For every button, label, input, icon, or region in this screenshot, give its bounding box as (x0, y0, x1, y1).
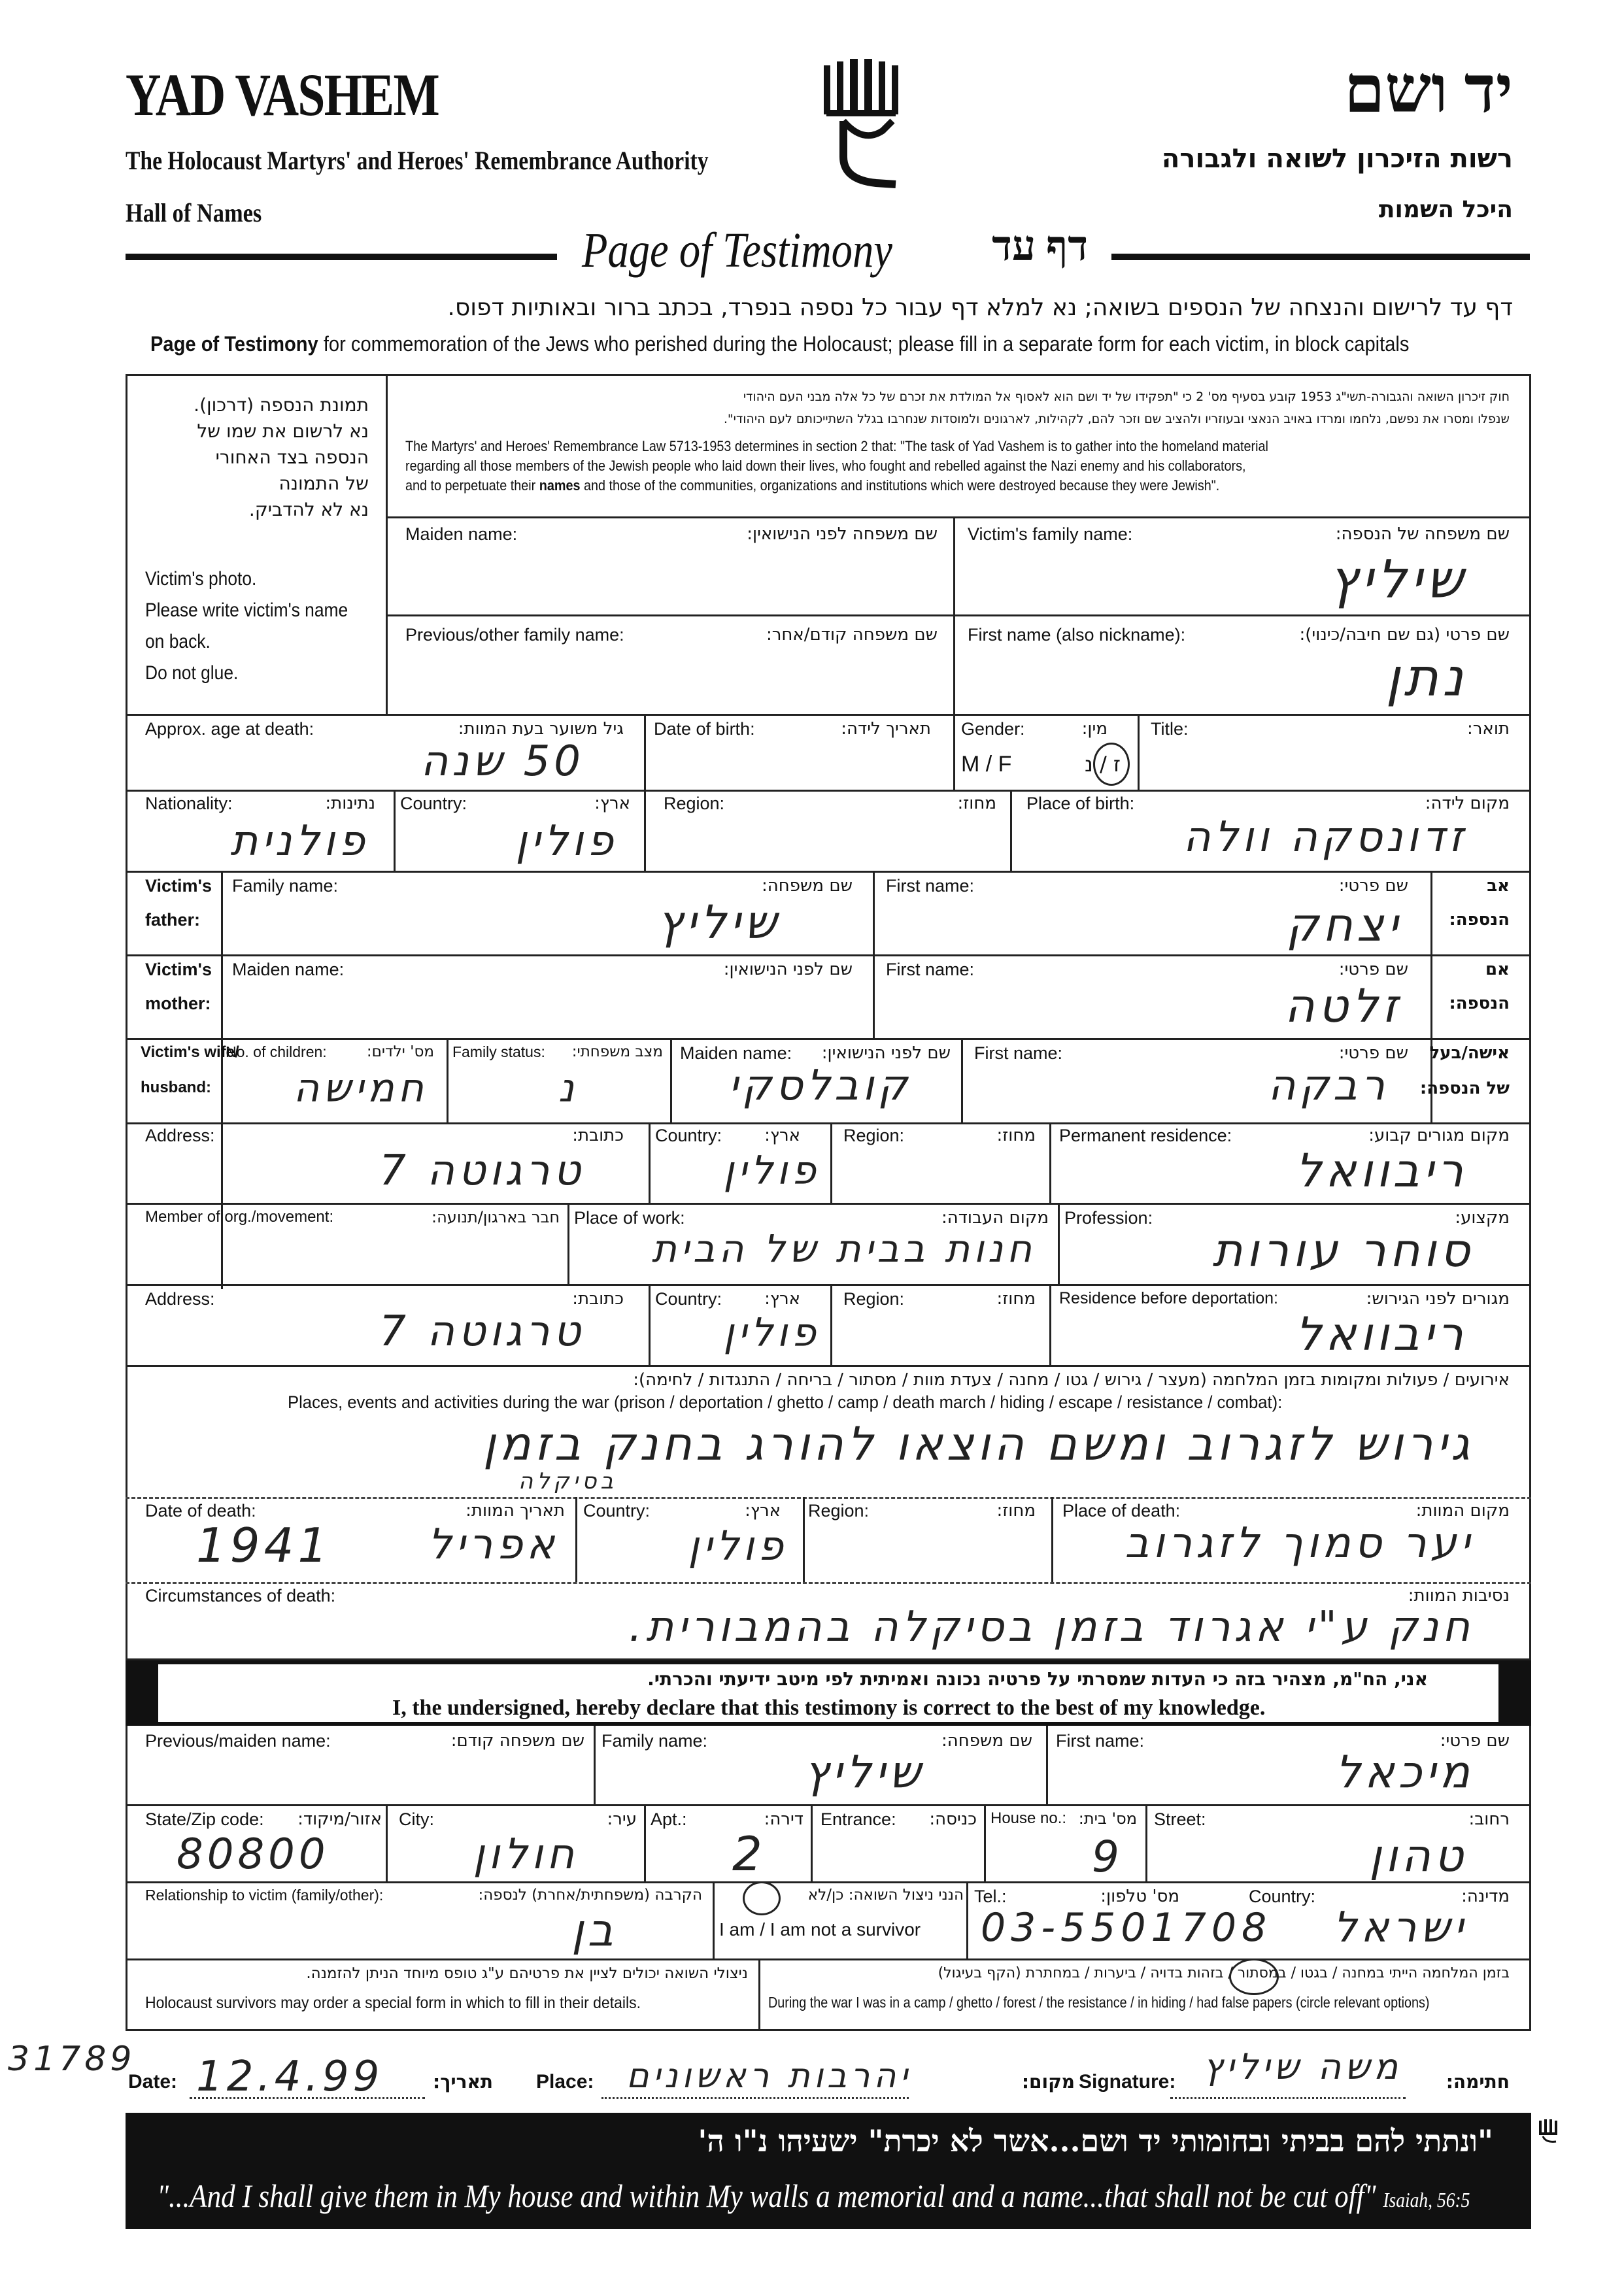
rule-dob-gender (953, 714, 955, 790)
rule-age-bottom (126, 790, 1531, 792)
sub-first-label-en: First name: (1056, 1731, 1145, 1751)
photo-box-he (194, 392, 369, 523)
house-label-en: House no.: (990, 1809, 1067, 1827)
circumstances-field[interactable]: חנק ע"י אגרוד בזמן בסיקלה בהמבורית. (628, 1603, 1474, 1651)
member-label-he: חבר בארגון/תנועה: (431, 1208, 560, 1226)
rule-member-bottom (126, 1284, 1531, 1286)
photo-box-divider (386, 374, 388, 714)
sub-country-label-en: Country: (1249, 1887, 1316, 1906)
residence-before-deportation-label-en: Residence before deportation: (1059, 1289, 1278, 1307)
rule-sub-row2 (126, 1881, 1531, 1883)
maiden-name-label-en: Maiden name: (405, 524, 518, 544)
authority-en: The Holocaust Martyrs' and Heroes' Remembrance Authority (126, 146, 709, 175)
death-country-label-he: ארץ: (745, 1501, 781, 1521)
relationship-label-en: Relationship to victim (family/other): (145, 1887, 384, 1904)
family-status-label-he: מצב משפחתי: (571, 1043, 663, 1060)
place-field[interactable]: יהרבות ראשונים (626, 2057, 911, 2096)
rule-country-region (644, 790, 646, 871)
spouse-first-name-field[interactable]: רבקה (1268, 1062, 1389, 1110)
work-label-he: מקום העבודה: (941, 1208, 1049, 1228)
city-label-he: עיר: (607, 1809, 637, 1829)
country-label-he: ארץ: (594, 794, 630, 813)
dep-country-label-en: Country: (655, 1289, 722, 1309)
signature-dotted-line (1170, 2097, 1406, 2099)
spouse-label-en-1: Victim's wife/ (141, 1043, 239, 1061)
zip-field[interactable]: 80800 (177, 1830, 330, 1879)
dob-label-en: Date of birth: (654, 719, 755, 739)
address-country-field[interactable]: פולין (723, 1148, 820, 1194)
address-label-he: כתובת: (572, 1126, 624, 1145)
form-number: 31789 (8, 2040, 136, 2079)
declaration-he: אני, הח"מ, מצהיר בזה כי העדות שמסרתי על פרטיה נכונה ואמיתית לפי מיטב ידיעתי והכרתי. (647, 1668, 1428, 1690)
death-region-label-he: מחוז: (996, 1501, 1036, 1521)
signature-field[interactable]: משה שיליץ (1203, 2046, 1402, 2087)
death-region-label-en: Region: (808, 1501, 870, 1521)
prev-name-label-en: Previous/other family name: (405, 625, 624, 645)
photo-en-3: on back. (145, 631, 211, 652)
rule-sub-prev-family (594, 1726, 596, 1804)
law-en-3c: and those of the communities, organizations and institutions which were destroyed because they were Jewish". (580, 477, 1220, 494)
rule-dod-place (1051, 1497, 1053, 1582)
date-field[interactable]: 12.4.99 (196, 2053, 384, 2101)
pod-label-en: Place of death: (1062, 1501, 1181, 1521)
photo-en-1: Victim's photo. (145, 568, 257, 590)
street-field[interactable]: טהון (1369, 1830, 1467, 1882)
dep-address-label-en: Address: (145, 1289, 215, 1309)
spouse-label-he-2: של הנספה: (1419, 1079, 1510, 1098)
rule-children-status (447, 1038, 448, 1122)
footer-verse-he: "ונתתי להם בביתי ובחומותי יד ושם...אשר לא יכרת" ישעיהו נ"ו ה' (698, 2123, 1493, 2159)
intro-he: דף עד לרישום והנצחה של הנספים בשואה; נא למלא דף עבור כל נספה בנפרד, בכתב ברור ובאותיות דפוס. (447, 294, 1513, 321)
photo-en-4: Do not glue. (145, 662, 239, 684)
rule-addr-bottom (126, 1203, 1531, 1205)
form-title-en: Page of Testimony (582, 223, 892, 278)
sub-family-label-en: Family name: (601, 1731, 708, 1751)
circumstances-label-he: נסיבות המוות: (1408, 1586, 1510, 1605)
rule-addr2-region (830, 1284, 832, 1365)
spouse-maiden-label-he: שם לפני הנישואין: (821, 1043, 951, 1063)
member-label-en: Member of org./movement: (145, 1208, 334, 1226)
pod-label-he: מקום המוות: (1415, 1501, 1510, 1521)
first-name-label-he: שם פרטי (גם שם חיבה/כינוי): (1299, 625, 1510, 645)
children-count-field[interactable]: חמישה (293, 1066, 428, 1111)
dod-label-he: תאריך המוות: (465, 1501, 565, 1521)
death-country-field[interactable]: פולין (688, 1522, 787, 1570)
sub-country-label-he: מדינה: (1461, 1887, 1510, 1906)
victim-family-name-label-he: שם משפחה של הנספה: (1335, 524, 1510, 544)
place-of-death-field[interactable]: יער סמוך לזגרוב (1125, 1519, 1474, 1568)
rule-nat-country (394, 790, 396, 871)
rule-addr2-country (649, 1284, 651, 1365)
family-status-label-en: Family status: (452, 1043, 545, 1060)
work-label-en: Place of work: (574, 1208, 685, 1228)
rule-member-work (567, 1203, 569, 1284)
hall-of-names-en: Hall of Names (126, 198, 262, 227)
gender-label-en: Gender: (961, 719, 1025, 739)
title-rule-right (1111, 254, 1530, 260)
city-label-en: City: (399, 1809, 434, 1829)
form-title-he: דף עד (992, 223, 1088, 269)
permanent-residence-label-en: Permanent residence: (1059, 1126, 1232, 1145)
entrance-label-en: Entrance: (820, 1809, 896, 1829)
rule-sub-row1 (126, 1804, 1531, 1806)
photo-he-5: נא לא להדביק. (248, 499, 369, 520)
rule-sub-rel-surv (713, 1881, 715, 1958)
spouse-first-label-en: First name: (974, 1043, 1063, 1063)
rule-nat-bottom (126, 871, 1531, 873)
spouse-maiden-label-en: Maiden name: (680, 1043, 792, 1063)
dep-country-label-he: ארץ: (764, 1289, 800, 1309)
rule-sub-forms (758, 1958, 760, 2029)
circumstances-label-en: Circumstances of death: (145, 1586, 336, 1605)
pob-label-en: Place of birth: (1026, 794, 1135, 813)
father-first-name-field[interactable]: יצחק (1286, 898, 1402, 952)
address-region-label-he: מחוז: (996, 1126, 1036, 1145)
rule-events-bottom (126, 1497, 1531, 1499)
dod-month-field[interactable]: אפריל (428, 1521, 558, 1569)
gender-circle[interactable] (1093, 743, 1130, 786)
rule-law (386, 516, 1531, 518)
father-label-en-2: father: (145, 910, 201, 930)
law-en-1: The Martyrs' and Heroes' Remembrance Law 5713-1953 determines in section 2 that: "The task of Yad Vashem is to gather into the homeland material (405, 438, 1268, 454)
small-logo-icon (1536, 2118, 1563, 2144)
events-note-field[interactable]: בסיקלה (518, 1468, 617, 1494)
dod-label-en: Date of death: (145, 1501, 256, 1521)
dep-country-field[interactable]: פולין (723, 1310, 820, 1356)
mother-first-label-he: שם פרטי: (1338, 960, 1408, 979)
sub-family-label-he: שם משפחה: (941, 1731, 1032, 1751)
intro-en-bold: Page of Testimony (150, 332, 318, 356)
mother-label-he-1: אם (1485, 960, 1510, 979)
declaration-cap-left (126, 1660, 158, 1726)
age-label-en: Approx. age at death: (145, 719, 314, 739)
footer-verse-en-text: "...And I shall give them in My house and within My walls a memorial and a name...that shall not be cut off" (157, 2177, 1376, 2214)
father-family-label-en: Family name: (232, 876, 339, 896)
father-label-he-1: אב (1487, 876, 1510, 896)
law-en-2: regarding all those members of the Jewish people who laid down their lives, who fought and rebelled against the Nazi enemy and his collaborators, (405, 458, 1246, 474)
father-family-name-field[interactable]: שיליץ (657, 896, 781, 949)
rule-sub-entr-house (984, 1804, 986, 1881)
region-label-he: מחוז: (957, 794, 996, 813)
age-label-he: גיל משוער בעת המוות: (458, 719, 624, 739)
photo-he-3: הנספה בצד האחורי (215, 446, 369, 468)
photo-he-2: נא לרשום את שמו של (197, 420, 369, 442)
spouse-first-label-he: שם פרטי: (1338, 1043, 1408, 1063)
apt-label-en: Apt.: (651, 1809, 687, 1829)
events-label-en: Places, events and activities during the war (prison / deportation / ghetto / camp / death march / hiding / escape / resistance / combat): (288, 1392, 1283, 1412)
father-first-label-en: First name: (886, 876, 975, 896)
region-label-en: Region: (664, 794, 725, 813)
city-field[interactable]: חולון (473, 1830, 578, 1879)
rule-dod-region (803, 1497, 805, 1582)
photo-he-4: של התמונה (279, 473, 369, 494)
sub-prev-label-he: שם משפחה קודם: (450, 1731, 584, 1751)
law-en-3 (405, 476, 1268, 496)
survivor-circle[interactable] (743, 1881, 781, 1915)
dep-region-label-en: Region: (843, 1289, 905, 1309)
law-en (405, 437, 1268, 496)
permanent-residence-label-he: מקום מגורים קבוע: (1368, 1126, 1510, 1145)
title-label-en: Title: (1151, 719, 1189, 739)
rule-dod-bottom (126, 1582, 1531, 1584)
submitter-country-field[interactable]: ישראל (1333, 1904, 1467, 1952)
authority-he: רשות הזיכרון לשואה ולגבורה (1161, 144, 1513, 174)
victim-first-name-field[interactable]: נתן (1385, 647, 1467, 708)
address-country-label-en: Country: (655, 1126, 722, 1145)
rule-sub-apt-entr (811, 1804, 813, 1881)
death-country-label-en: Country: (583, 1501, 651, 1521)
spouse-label-he-1: אישה/בעל (1429, 1043, 1510, 1063)
rule-dod-country (575, 1497, 577, 1582)
spouse-label-en-2: husband: (141, 1079, 211, 1096)
gender-options-he: ז / נ (1084, 752, 1121, 777)
victim-family-name-label-en: Victim's family name: (968, 524, 1133, 544)
rule-addr2-bottom (126, 1365, 1531, 1367)
survivor-label-he: הנני ניצול השואה: כן/לא (807, 1887, 964, 1904)
hall-of-names-he: היכל השמות (1378, 196, 1513, 223)
intro-en-rest: for commemoration of the Jews who perished during the Holocaust; please fill in a separate form for each victim, in block capitals (318, 332, 1410, 356)
rule-country-region2 (830, 1122, 832, 1203)
gender-options-en: M / F (961, 752, 1012, 777)
spouse-maiden-name-field[interactable]: קובלסקי (728, 1062, 911, 1110)
during-war-he: בזמן המלחמה הייתי במחנה / בגטו / במסתור / בזהות בדויה / ביערות / במחתרת (הקף בעיגול) (938, 1965, 1510, 1981)
address-country-label-he: ארץ: (764, 1126, 800, 1145)
mother-maiden-label-he: שם לפני הנישואין: (723, 960, 853, 979)
rule-maiden-first (961, 1038, 963, 1122)
rule-sub-family-first (1046, 1726, 1048, 1804)
yad-vashem-logo (817, 59, 915, 196)
during-war-circle[interactable] (1229, 1958, 1279, 1995)
declaration-en: I, the undersigned, hereby declare that this testimony is correct to the best of my knowledge. (392, 1696, 1266, 1720)
prev-name-label-he: שם משפחה קודם/אחר: (766, 625, 938, 645)
country-label-en: Country: (400, 794, 467, 813)
footer-verse-en (157, 2177, 1470, 2215)
photo-en-2: Please write victim's name (145, 599, 348, 621)
rule-names-mid (386, 614, 1531, 616)
rule-names-bottom (126, 714, 1531, 716)
mother-label-he-2: הנספה: (1449, 994, 1510, 1013)
house-label-he: מס' בית: (1078, 1809, 1137, 1828)
rule-region-pob (1010, 790, 1012, 871)
profession-field[interactable]: סוחר עורות (1212, 1224, 1474, 1277)
residence-before-deportation-field[interactable]: ריבוואל (1295, 1307, 1467, 1361)
law-en-3b: names (539, 477, 581, 494)
date-label-en: Date: (128, 2071, 178, 2093)
law-en-3a: and to perpetuate their (405, 477, 539, 494)
tel-label-he: מס' טלפון: (1100, 1887, 1179, 1906)
dep-address-label-he: כתובת: (572, 1289, 624, 1309)
place-of-birth-field[interactable]: זדונסקה וולה (1183, 813, 1467, 862)
rule-father-bottom (126, 954, 1531, 956)
rule-sub-zip-city (386, 1804, 388, 1881)
rule-sub-city-apt (644, 1804, 646, 1881)
events-field[interactable]: גירוש לזגרוב ומשם הוצאו להורג בחנק בזמן (482, 1417, 1474, 1471)
org-name-en: YAD VASHEM (126, 61, 439, 128)
address-field[interactable]: טרגוטה 7 (379, 1147, 584, 1195)
rule-status-maiden (670, 1038, 672, 1122)
signature-label-he: חתימה: (1446, 2071, 1510, 2093)
zip-label-he: אזור/מיקוד: (297, 1809, 382, 1829)
title-label-he: תואר: (1467, 719, 1510, 739)
pob-label-he: מקום לידה: (1425, 794, 1510, 813)
maiden-name-label-he: שם משפחה לפני הנישואין: (747, 524, 938, 544)
permanent-residence-field[interactable]: ריבוואל (1295, 1144, 1467, 1198)
street-label-he: רחוב: (1468, 1809, 1510, 1829)
rule-spouse-bottom (126, 1122, 1531, 1124)
address-label-en: Address: (145, 1126, 215, 1145)
footer-verse-ref: Isaiah, 56:5 (1383, 2188, 1470, 2211)
family-status-field[interactable]: נ (558, 1066, 578, 1111)
photo-he-1: תמונת הנספה (דרכון). (194, 394, 369, 416)
age-at-death-field[interactable]: 50 שנה (420, 737, 584, 786)
birth-country-field[interactable]: פולין (515, 817, 617, 866)
submitter-family-name-field[interactable]: שיליץ (804, 1747, 924, 1798)
survivor-form-en: Holocaust survivors may order a special form in which to fill in their details. (145, 1994, 641, 2012)
dob-label-he: תאריך לידה: (841, 719, 931, 739)
events-label-he: אירועים / פעולות ומקומות בזמן המלחמה (מעצר / גירוש / גטו / מחנה / צעדת מוות / מסתור / בריחה / התנגדות / לחימה): (633, 1370, 1510, 1390)
sub-first-label-he: שם פרטי: (1440, 1731, 1510, 1751)
title-rule-left (126, 254, 557, 260)
profession-label-he: מקצוע: (1455, 1208, 1510, 1228)
tel-label-en: Tel.: (974, 1887, 1007, 1906)
photo-box-en (145, 563, 348, 689)
rule-sub-row4 (126, 2029, 1531, 2031)
first-name-label-en: First name (also nickname): (968, 625, 1186, 645)
relationship-field[interactable]: בן (571, 1905, 617, 1957)
dep-region-label-he: מחוז: (996, 1289, 1036, 1309)
place-label-en: Place: (536, 2071, 594, 2093)
rule-sub-row3 (126, 1958, 1531, 1960)
dep-address-field[interactable]: טרגוטה 7 (379, 1307, 584, 1356)
father-family-label-he: שם משפחה: (762, 876, 853, 896)
residence-before-deportation-label-he: מגורים לפני הגירוש: (1366, 1289, 1510, 1309)
intro-en (150, 332, 1409, 356)
mother-label-en-2: mother: (145, 994, 211, 1013)
gender-label-he: מין: (1081, 719, 1108, 739)
mother-first-label-en: First name: (886, 960, 975, 979)
mother-label-en-1: Victim's (145, 960, 212, 979)
nationality-label-he: נתינות: (325, 794, 375, 813)
submitter-first-name-field[interactable]: מיכאל (1335, 1747, 1474, 1798)
zip-label-en: State/Zip code: (145, 1809, 264, 1829)
place-of-work-field[interactable]: חנות בבית של הבית (651, 1226, 1036, 1271)
apt-label-he: דירה: (764, 1809, 804, 1829)
father-first-label-he: שם פרטי: (1338, 876, 1408, 896)
mother-maiden-label-en: Maiden name: (232, 960, 345, 979)
victim-family-name-field[interactable]: שיליץ (1328, 549, 1467, 610)
apt-field[interactable]: 2 (732, 1826, 766, 1881)
rule-mother-bottom (126, 1038, 1531, 1040)
signature-label-en: Signature: (1079, 2071, 1176, 2093)
entrance-label-he: כניסה: (929, 1809, 977, 1829)
father-label-en-1: Victim's (145, 876, 212, 896)
survivor-form-he: ניצולי השואה יכולים לציין את פרטיהם ע"ג טופס מיוחד הניתן להזמנה. (306, 1965, 748, 1982)
address-region-label-en: Region: (843, 1126, 905, 1145)
during-war-en: During the war I was in a camp / ghetto / forest / the resistance / in hiding / had false papers (circle relevant options) (768, 1994, 1430, 2011)
law-he-1: חוק זיכרון השואה והגבורה-תשי"ג 1953 קובע בסעיף מס' 2 כי "תפקידו של יד ושם הוא לאסוף אל המולדת את זכרם של כל אלה מבני העם היהודי (743, 390, 1510, 404)
rule-sub-surv-tel (966, 1881, 968, 1958)
place-label-he: מקום: (1021, 2071, 1075, 2093)
nationality-label-en: Nationality: (145, 794, 233, 813)
sub-prev-label-en: Previous/maiden name: (145, 1731, 331, 1751)
survivor-label-en: I am / I am not a survivor (719, 1919, 921, 1940)
rule-region-perm (1049, 1122, 1051, 1203)
dod-year-field[interactable]: 1941 (196, 1518, 332, 1573)
profession-label-en: Profession: (1064, 1208, 1153, 1228)
street-label-en: Street: (1154, 1809, 1206, 1829)
declaration-cap-right (1498, 1660, 1531, 1726)
relationship-label-he: הקרבה (משפחתית/אחרת) לנספה: (478, 1887, 702, 1904)
mother-first-name-field[interactable]: זלטה (1284, 979, 1402, 1033)
father-label-he-2: הנספה: (1449, 910, 1510, 930)
law-he-2: שנפלו ומסרו את נפשם, נלחמו ומרדו באויב הנאצי ובעוזריו ולהציב שם וזכר להם, לקהילות, לארגונים ולמוסדות שנחרבו בגלל השתייכותם לעם היהודי". (723, 412, 1510, 426)
rule-relatives-left (221, 871, 223, 1289)
org-name-he: יד ושם (1344, 54, 1513, 126)
rule-sub-house-street (1145, 1804, 1147, 1881)
rule-gender-title (1138, 714, 1140, 790)
children-label-he: מס' ילדים: (366, 1043, 434, 1060)
rule-age-dob (644, 714, 646, 790)
law-he (724, 386, 1510, 430)
rule-work-prof (1058, 1203, 1060, 1284)
date-label-he: תאריך: (433, 2071, 493, 2093)
date-dotted-line (190, 2097, 425, 2099)
house-no-field[interactable]: 9 (1092, 1832, 1123, 1882)
place-dotted-line (601, 2097, 909, 2099)
tel-field[interactable]: 03-5501708 (981, 1905, 1272, 1951)
rule-addr-country (649, 1122, 651, 1203)
nationality-field[interactable]: פולנית (230, 817, 369, 866)
rule-addr2-res (1049, 1284, 1051, 1365)
children-label-en: No. of children: (226, 1043, 327, 1060)
